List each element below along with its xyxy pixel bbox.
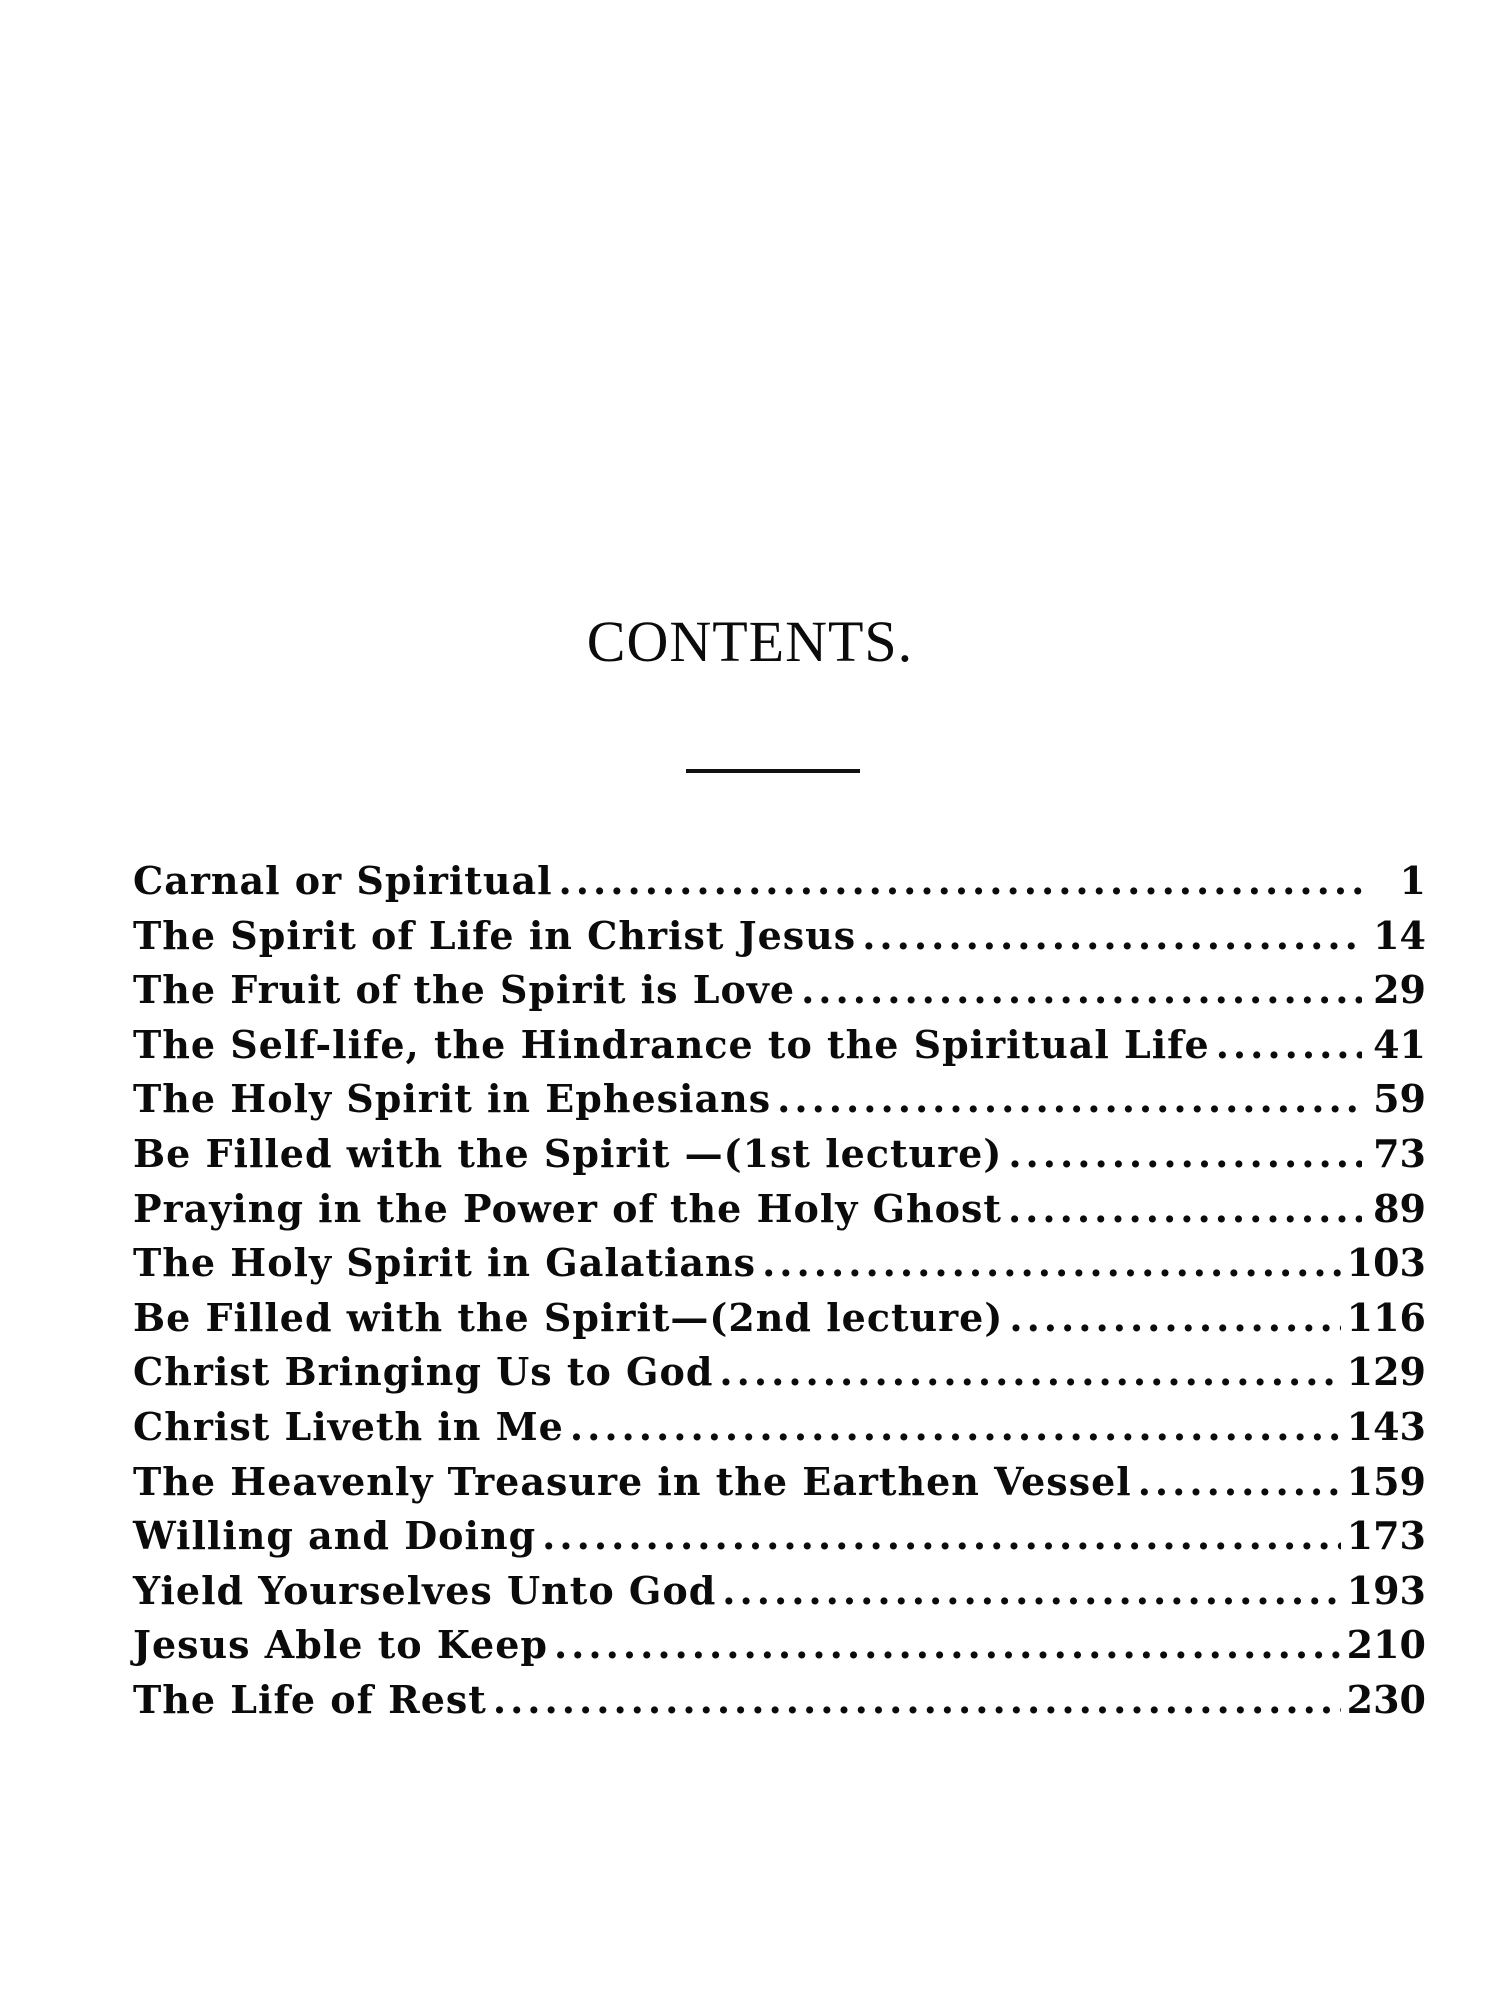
toc-entry-title: Willing and Doing xyxy=(133,1513,537,1559)
toc-entry-page: 173 xyxy=(1346,1513,1426,1559)
toc-entry-title: The Life of Rest xyxy=(133,1676,487,1722)
dot-leader xyxy=(801,963,1362,1018)
dot-leader xyxy=(542,1509,1341,1564)
toc-entry-page: 230 xyxy=(1346,1676,1426,1722)
toc-entry-page: 143 xyxy=(1346,1403,1426,1449)
dot-leader xyxy=(554,1618,1341,1673)
toc-entry-page: 193 xyxy=(1346,1567,1426,1613)
toc-entry-page: 59 xyxy=(1373,1076,1426,1122)
contents-heading: CONTENTS. xyxy=(586,609,914,674)
dot-leader xyxy=(1216,1018,1362,1073)
toc-entry-title: Jesus Able to Keep xyxy=(133,1622,548,1668)
dot-leader xyxy=(1009,1291,1340,1346)
toc-entry-page: 103 xyxy=(1346,1240,1426,1286)
toc-entry-title: Christ Bringing Us to God xyxy=(133,1349,714,1395)
dot-leader xyxy=(570,1400,1341,1455)
toc-entry xyxy=(133,963,1426,1018)
toc-entry xyxy=(133,909,1426,964)
toc-entry xyxy=(133,1673,1426,1728)
toc-entry-title: The Spirit of Life in Christ Jesus xyxy=(133,912,857,958)
toc-entry xyxy=(133,1564,1426,1619)
toc-entry-title: Yield Yourselves Unto God xyxy=(133,1567,717,1613)
toc-entry-title: The Fruit of the Spirit is Love xyxy=(133,967,796,1013)
toc-entry xyxy=(133,1182,1426,1237)
dot-leader xyxy=(559,854,1362,909)
toc-entry-page: 73 xyxy=(1373,1130,1426,1176)
toc-entry-page: 14 xyxy=(1373,912,1426,958)
toc-entry-title: The Self-life, the Hindrance to the Spiritual Life xyxy=(133,1021,1210,1067)
toc-entry-page: 129 xyxy=(1346,1349,1426,1395)
toc-entry xyxy=(133,1291,1426,1346)
toc-entry xyxy=(133,1455,1426,1510)
toc-entry-title: Carnal or Spiritual xyxy=(133,858,553,903)
toc-entry-page: 159 xyxy=(1346,1458,1426,1504)
dot-leader xyxy=(719,1345,1340,1400)
dot-leader xyxy=(862,909,1362,964)
toc-entry xyxy=(133,1400,1426,1455)
toc-entry-page: 89 xyxy=(1373,1185,1426,1231)
heading-rule xyxy=(686,769,860,773)
toc-entry-title: The Holy Spirit in Ephesians xyxy=(133,1076,772,1122)
table-of-contents xyxy=(133,854,1426,1728)
dot-leader xyxy=(762,1236,1341,1291)
toc-entry-title: Christ Liveth in Me xyxy=(133,1403,564,1449)
toc-entry xyxy=(133,1236,1426,1291)
toc-entry xyxy=(133,1618,1426,1673)
toc-entry-page: 29 xyxy=(1373,967,1426,1013)
toc-entry-title: The Holy Spirit in Galatians xyxy=(133,1240,757,1286)
toc-entry xyxy=(133,1072,1426,1127)
toc-entry-page: 41 xyxy=(1373,1021,1426,1067)
dot-leader xyxy=(1008,1127,1362,1182)
dot-leader xyxy=(493,1673,1341,1728)
dot-leader xyxy=(1138,1455,1341,1510)
toc-entry-page: 1 xyxy=(1399,858,1426,903)
toc-entry-title: Be Filled with the Spirit—(2nd lecture) xyxy=(133,1294,1004,1340)
toc-entry xyxy=(133,1127,1426,1182)
toc-entry xyxy=(133,854,1426,909)
toc-entry-page: 210 xyxy=(1346,1622,1426,1668)
dot-leader xyxy=(1008,1182,1362,1237)
dot-leader xyxy=(777,1072,1362,1127)
toc-entry xyxy=(133,1018,1426,1073)
toc-entry xyxy=(133,1345,1426,1400)
toc-entry xyxy=(133,1509,1426,1564)
dot-leader xyxy=(722,1564,1340,1619)
toc-entry-title: The Heavenly Treasure in the Earthen Vessel xyxy=(133,1458,1132,1504)
toc-entry-page: 116 xyxy=(1346,1294,1426,1340)
toc-entry-title: Be Filled with the Spirit —(1st lecture) xyxy=(133,1130,1003,1176)
toc-entry-title: Praying in the Power of the Holy Ghost xyxy=(133,1185,1002,1231)
